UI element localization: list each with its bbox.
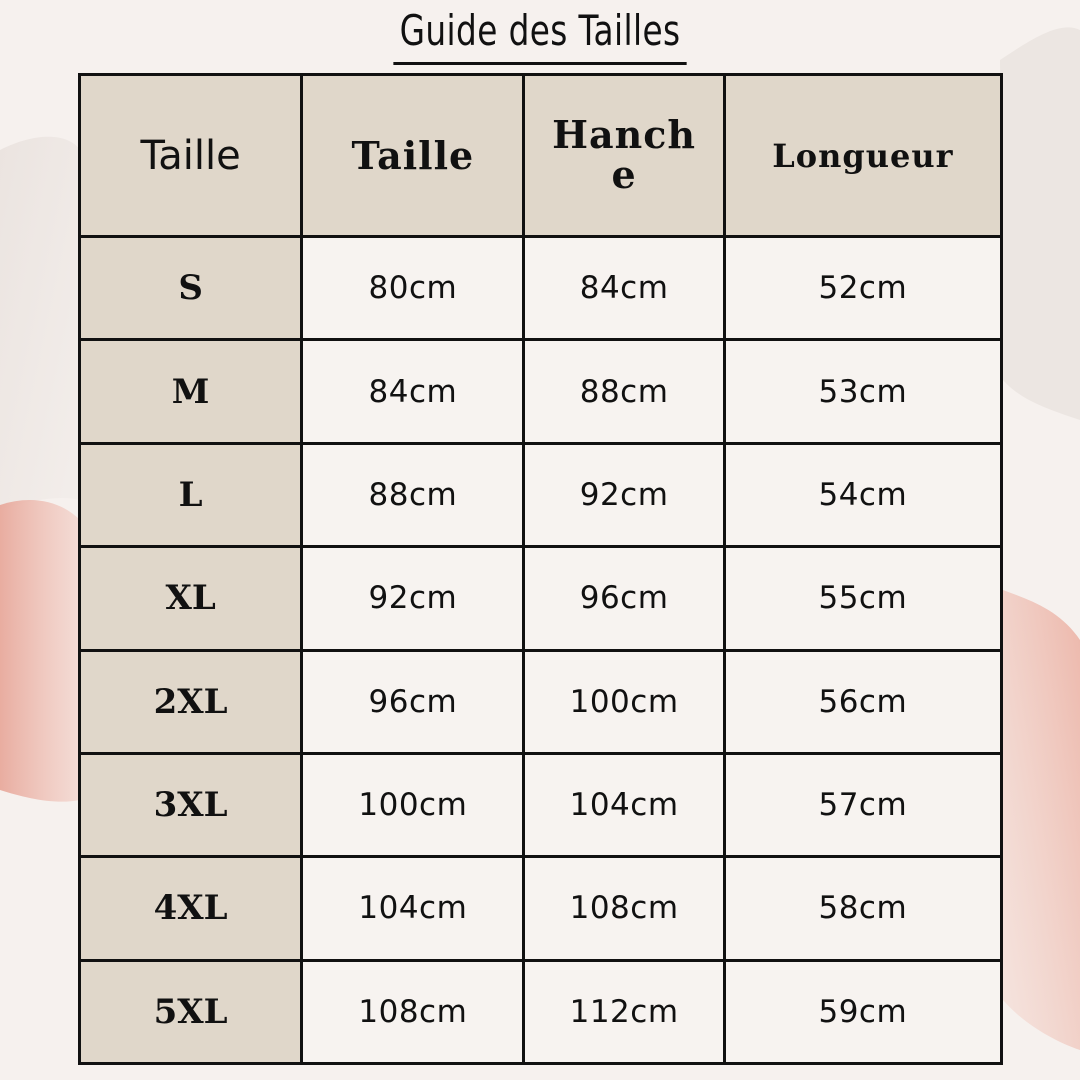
table-row [80,650,1002,753]
header-size: Taille [80,75,302,237]
waist-cell: 100cm [302,753,524,856]
page-title: Guide des Tailles [393,2,686,65]
size-guide-table [78,73,1003,1065]
table-row [80,753,1002,856]
hip-cell: 108cm [524,857,724,960]
table-header-row [80,75,1002,237]
size-cell: L [80,443,302,546]
table-row [80,340,1002,443]
table-row [80,443,1002,546]
hip-cell: 96cm [524,547,724,650]
length-cell: 54cm [724,443,1001,546]
length-cell: 57cm [724,753,1001,856]
waist-cell: 104cm [302,857,524,960]
size-cell: M [80,340,302,443]
length-cell: 55cm [724,547,1001,650]
length-cell: 56cm [724,650,1001,753]
size-cell: 4XL [80,857,302,960]
hip-cell: 112cm [524,960,724,1063]
hip-cell: 84cm [524,237,724,340]
table-row [80,857,1002,960]
hip-cell: 92cm [524,443,724,546]
length-cell: 53cm [724,340,1001,443]
waist-cell: 92cm [302,547,524,650]
header-length: Longueur [724,75,1001,237]
size-cell: 3XL [80,753,302,856]
waist-cell: 108cm [302,960,524,1063]
waist-cell: 88cm [302,443,524,546]
waist-cell: 96cm [302,650,524,753]
waist-cell: 84cm [302,340,524,443]
header-hip-label: Hanche [552,111,697,197]
header-waist: Taille [302,75,524,237]
size-cell: S [80,237,302,340]
hip-cell: 104cm [524,753,724,856]
length-cell: 52cm [724,237,1001,340]
page-title-wrapper [0,2,1080,65]
length-cell: 59cm [724,960,1001,1063]
hip-cell: 100cm [524,650,724,753]
header-hip [524,75,724,237]
length-cell: 58cm [724,857,1001,960]
table-row [80,237,1002,340]
size-cell: XL [80,547,302,650]
waist-cell: 80cm [302,237,524,340]
table-row [80,547,1002,650]
size-cell: 2XL [80,650,302,753]
table-row [80,960,1002,1063]
hip-cell: 88cm [524,340,724,443]
size-cell: 5XL [80,960,302,1063]
